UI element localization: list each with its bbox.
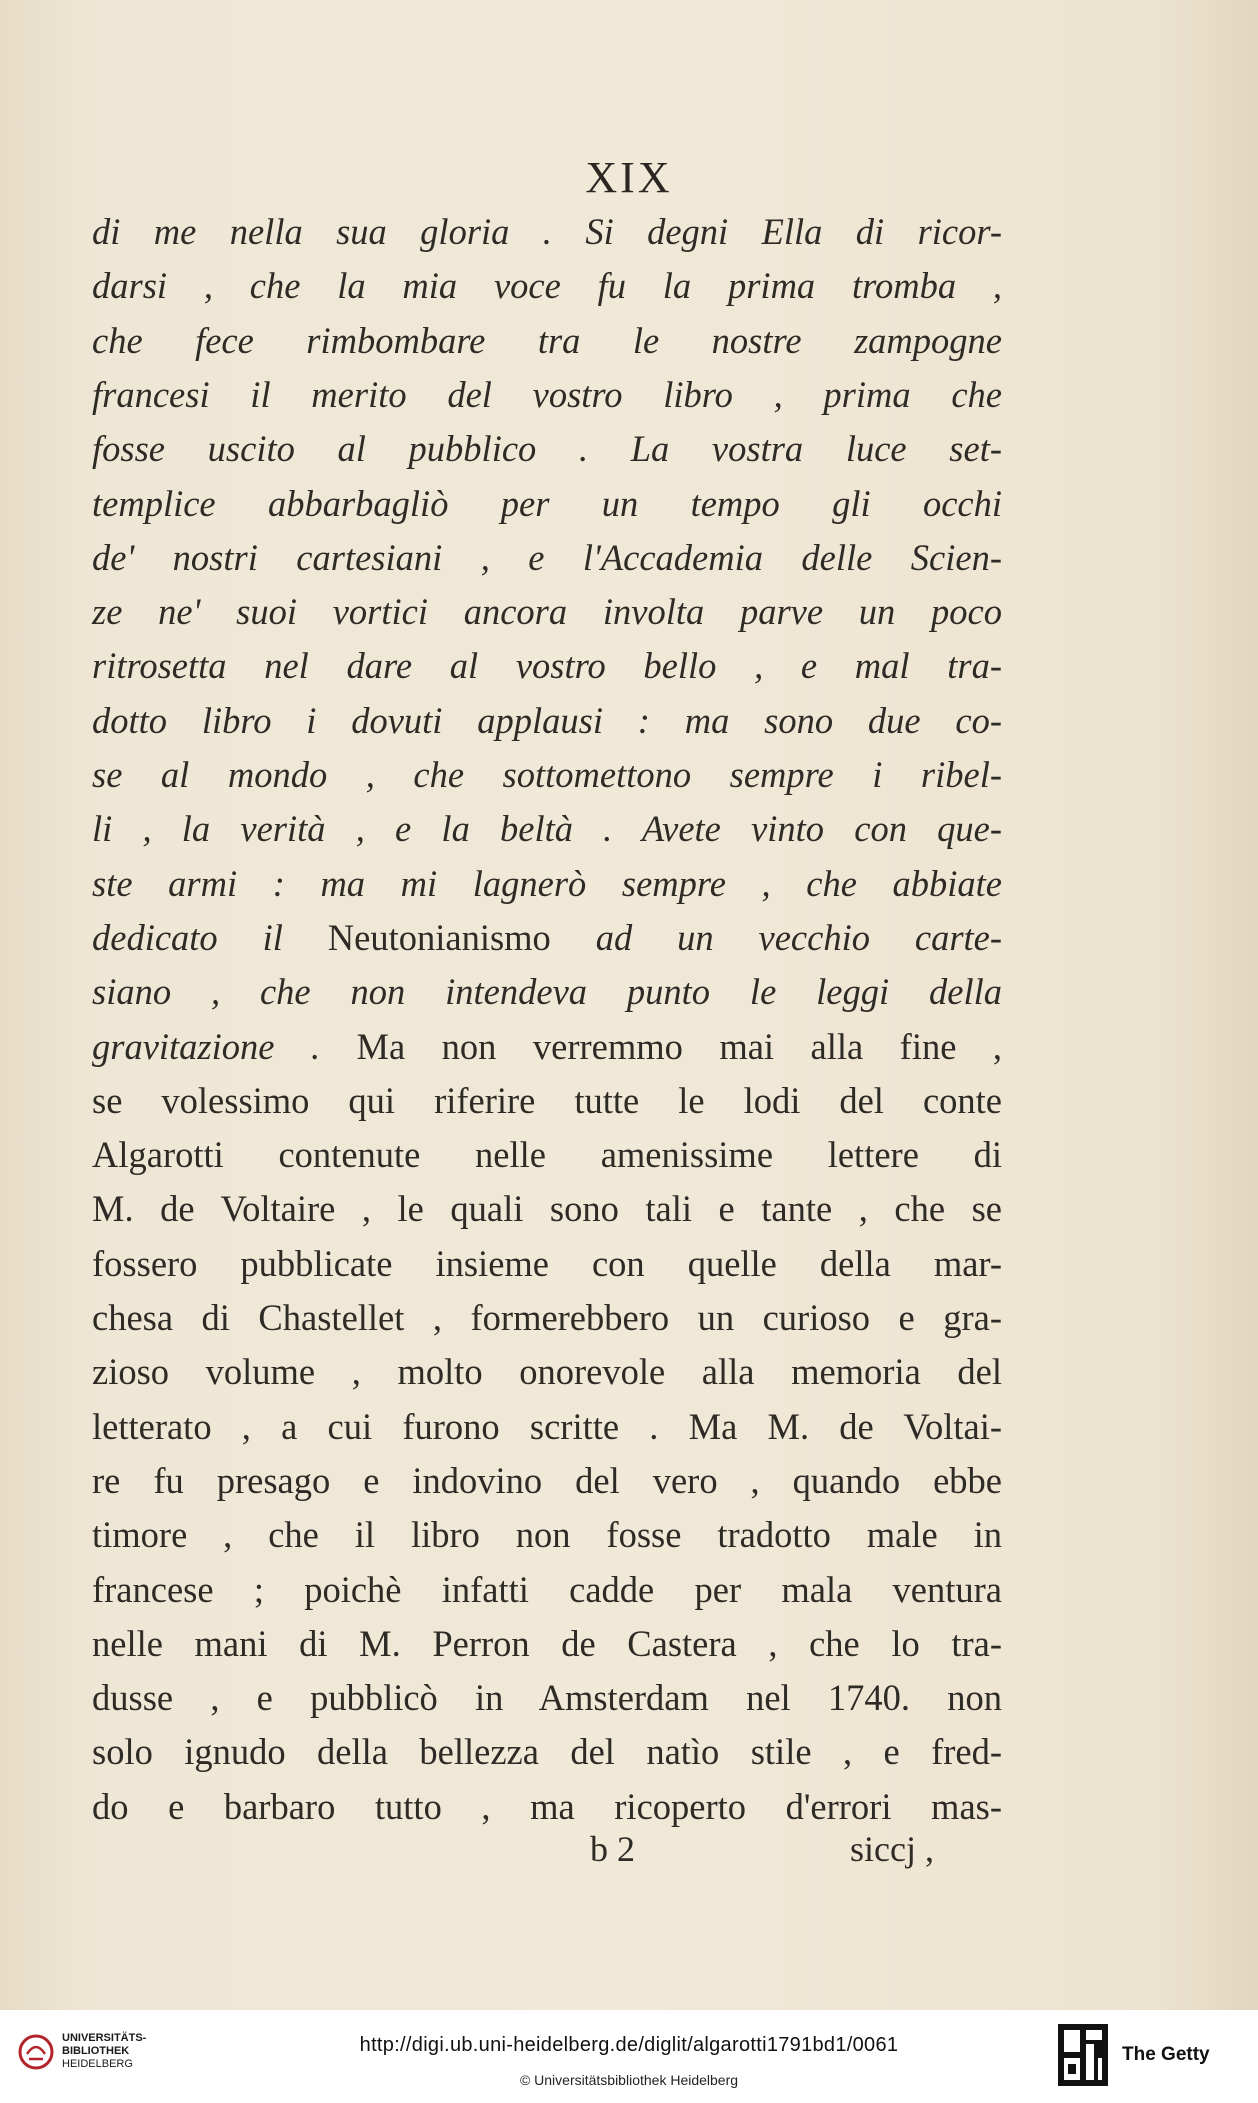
text-line	[92, 1780, 1002, 1834]
roman-text: Algarotti contenute nelle amenissime lettere di	[92, 1134, 1002, 1176]
text-line	[92, 639, 1002, 693]
italic-text: ste armi : ma mi lagnerò sempre , che abbiate	[92, 862, 1002, 904]
text-line	[92, 531, 1002, 585]
italic-text: francesi il merito del vostro libro , prima che	[92, 373, 1002, 415]
library-name-line2: BIBLIOTHEK	[62, 2045, 130, 2057]
page-number-header: XIX	[585, 153, 673, 202]
text-line	[92, 1020, 1002, 1074]
roman-text: timore , che il libro non fosse tradotto male in	[92, 1514, 1002, 1556]
library-name-line1: UNIVERSITÄTS-	[62, 2032, 147, 2044]
text-line	[92, 1454, 1002, 1508]
italic-text: templice abbarbagliò per un tempo gli occhi	[92, 482, 1002, 524]
text-line	[92, 1182, 1002, 1236]
italic-text: ze ne' suoi vortici ancora involta parve un poco	[92, 591, 1002, 633]
text-line	[92, 422, 1002, 476]
italic-text: fosse uscito al pubblico . La vostra luce set-	[92, 428, 1002, 470]
text-line	[92, 802, 1002, 856]
viewer-footer	[0, 2010, 1258, 2103]
roman-text: nelle mani di M. Perron de Castera , che lo tra-	[92, 1622, 1002, 1664]
roman-text: chesa di Chastellet , formerebbero un curioso e gra-	[92, 1297, 1002, 1338]
text-line	[92, 748, 1002, 802]
roman-text: letterato , a cui furono scritte . Ma M. de Voltai-	[92, 1405, 1002, 1447]
signature-mark: b 2	[590, 1829, 635, 1869]
text-line	[92, 1074, 1002, 1128]
roman-text: dusse , e pubblicò in Amsterdam nel 1740. non	[92, 1677, 1002, 1719]
italic-text: li , la verità , e la beltà . Avete vinto con que-	[92, 808, 1002, 850]
text-line	[92, 1617, 1002, 1671]
roman-text: M. de Voltaire , le quali sono tali e tante , che se	[92, 1188, 1002, 1230]
getty-name: The Getty	[1122, 2044, 1210, 2065]
italic-text: di me nella sua gloria . Si degni Ella di ricor-	[92, 211, 1002, 252]
text-line	[92, 1725, 1002, 1779]
text-line	[92, 1291, 1002, 1345]
roman-text: zioso volume , molto onorevole alla memoria del	[92, 1351, 1002, 1393]
italic-text: de' nostri cartesiani , e l'Accademia delle Scien-	[92, 536, 1002, 578]
italic-text: darsi , che la mia voce fu la prima tromba ,	[92, 265, 1002, 307]
library-name-line3: HEIDELBERG	[62, 2058, 133, 2070]
text-line	[92, 1671, 1002, 1725]
italic-text: ritrosetta nel dare al vostro bello , e mal tra-	[92, 645, 1002, 687]
copyright-notice: © Universitätsbibliothek Heidelberg	[519, 2072, 739, 2088]
text-line	[92, 1400, 1002, 1454]
permalink-url[interactable]: http://digi.ub.uni-heidelberg.de/diglit/algarotti1791bd1/0061	[359, 2034, 899, 2056]
roman-text: solo ignudo della bellezza del natìo stile , e fred-	[92, 1731, 1002, 1773]
text-line	[92, 911, 1002, 965]
text-line	[92, 585, 1002, 639]
roman-text: do e barbaro tutto , ma ricoperto d'errori mas-	[92, 1785, 1002, 1827]
italic-text: che fece rimbombare tra le nostre zampogne	[92, 319, 1002, 361]
italic-text: ad un vecchio carte-	[595, 916, 1003, 958]
catchword: siccj ,	[850, 1829, 934, 1869]
text-line	[92, 857, 1002, 911]
roman-text: se volessimo qui riferire tutte le lodi del conte	[92, 1079, 1002, 1121]
text-line	[92, 368, 1002, 422]
roman-text: Neutonianismo	[282, 916, 596, 958]
text-line	[92, 477, 1002, 531]
text-line	[92, 259, 1002, 313]
getty-partner-logo[interactable]	[1058, 2024, 1210, 2086]
roman-text: fossero pubblicate insieme con quelle della mar-	[92, 1242, 1002, 1284]
text-line	[92, 1128, 1002, 1182]
text-line	[92, 1237, 1002, 1291]
text-line	[92, 1563, 1002, 1617]
italic-text: se al mondo , che sottomettono sempre i ribel-	[92, 754, 1002, 795]
text-line	[92, 1345, 1002, 1399]
italic-text: dedicato il	[92, 916, 283, 958]
roman-text: re fu presago e indovino del vero , quando ebbe	[92, 1459, 1002, 1501]
roman-text: Ma non verremmo mai alla fine ,	[320, 1025, 1003, 1067]
getty-mark-icon	[1058, 2024, 1108, 2086]
text-line	[92, 314, 1002, 368]
text-line	[92, 965, 1002, 1019]
text-line	[92, 205, 1002, 259]
roman-text: francese ; poichè infatti cadde per mala ventura	[92, 1568, 1002, 1610]
italic-text: gravitazione .	[92, 1025, 321, 1067]
italic-text: dotto libro i dovuti applausi : ma sono due co-	[92, 699, 1002, 741]
text-line	[92, 694, 1002, 748]
text-line	[92, 1508, 1002, 1562]
italic-text: siano , che non intendeva punto le leggi della	[92, 971, 1002, 1013]
